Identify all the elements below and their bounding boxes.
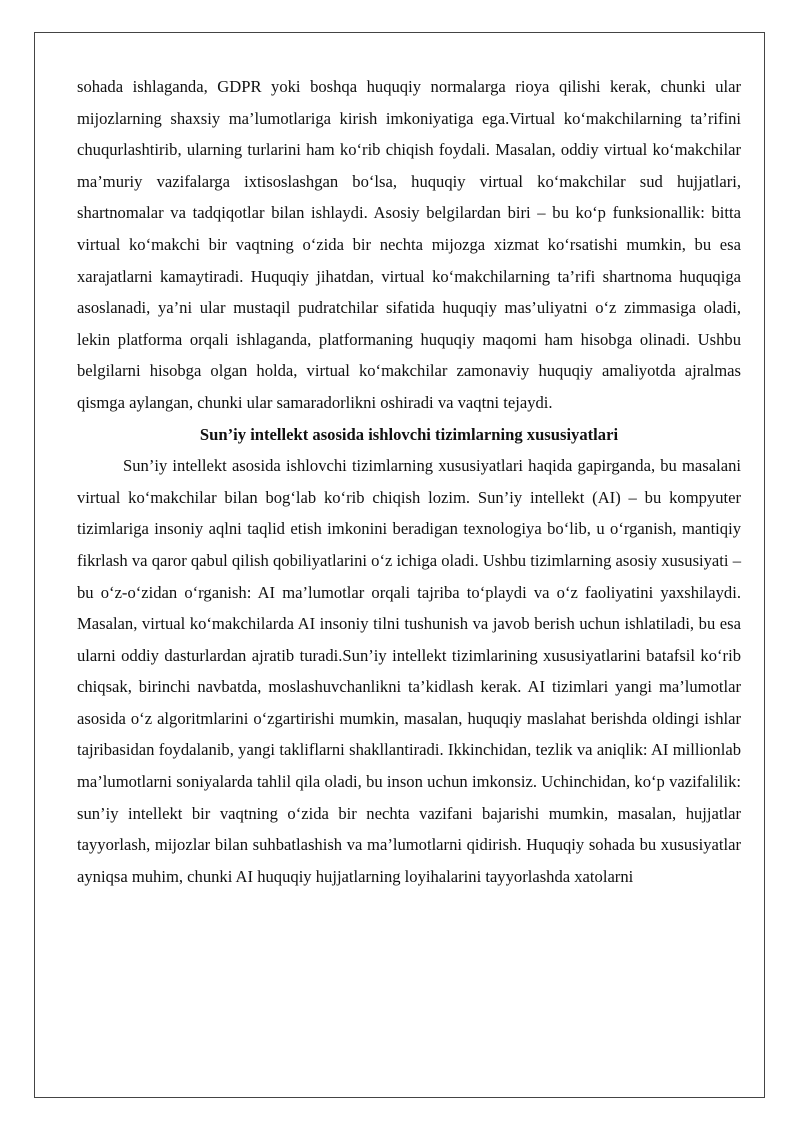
document-body	[77, 71, 741, 892]
body-paragraph: sohada ishlaganda, GDPR yoki boshqa huquqiy normalarga rioya qilishi kerak, chunki ular mijozlarning shaxsiy ma’lumotlariga kirish imkoniyatiga ega.Virtual ko‘makchilarning ta’rifini chuqurlashtirib, ularning turlarini ham ko‘rib chiqish foydali. Masalan, oddiy virtual ko‘makchilar ma’muriy vazifalarga ixtisoslashgan bo‘lsa, huquqiy virtual ko‘makchilar sud hujjatlari, shartnomalar va tadqiqotlar bilan ishlaydi. Asosiy belgilardan biri – bu ko‘p funksionallik: bitta virtual ko‘makchi bir vaqtning o‘zida bir nechta mijozga xizmat ko‘rsatishi mumkin, bu esa xarajatlarni kamaytiradi. Huquqiy jihatdan, virtual ko‘makchilarning ta’rifi shartnoma huquqiga asoslanadi, ya’ni ular mustaqil pudratchilar sifatida huquqiy mas’uliyatni o‘z zimmasiga oladi, lekin platforma orqali ishlaganda, platformaning huquqiy maqomi ham hisobga olinadi. Ushbu belgilarni hisobga olgan holda, virtual ko‘makchilar zamonaviy huquqiy amaliyotda ajralmas qismga aylangan, chunki ular samaradorlikni oshiradi va vaqtni tejaydi.	[77, 77, 741, 412]
section-heading: Sun’iy intellekt asosida ishlovchi tizimlarning xususiyatlari	[199, 424, 619, 444]
body-paragraph: Sun’iy intellekt asosida ishlovchi tizimlarning xususiyatlari haqida gapirganda, bu masalani virtual ko‘makchilar bilan bog‘lab ko‘rib chiqish lozim. Sun’iy intellekt (AI) – bu kompyuter tizimlariga insoniy aqlni taqlid etish imkonini beradigan texnologiya bo‘lib, u o‘rganish, mantiqiy fikrlash va qaror qabul qilish qobiliyatlarini o‘z ichiga oladi. Ushbu tizimlarning asosiy xususiyati – bu o‘z-o‘zidan o‘rganish: AI ma’lumotlar orqali tajriba to‘playdi va o‘z faoliyatini yaxshilaydi. Masalan, virtual ko‘makchilarda AI insoniy tilni tushunish va javob berish uchun ishlatiladi, bu esa ularni oddiy dasturlardan ajratib turadi.Sun’iy intellekt tizimlarining xususiyatlarini batafsil ko‘rib chiqsak, birinchi navbatda, moslashuvchanlikni ta’kidlash kerak. AI tizimlari yangi ma’lumotlar asosida o‘z algoritmlarini o‘zgartirishi mumkin, masalan, huquqiy maslahat berishda oldingi ishlar tajribasidan foydalanib, yangi takliflarni shakllantiradi. Ikkinchidan, tezlik va aniqlik: AI millionlab ma’lumotlarni soniyalarda tahlil qila oladi, bu inson uchun imkonsiz. Uchinchidan, ko‘p vazifalilik: sun’iy intellekt bir vaqtning o‘zida bir nechta vazifani bajarishi mumkin, masalan, hujjatlar tayyorlash, mijozlar bilan suhbatlashish va ma’lumotlarni qidirish. Huquqiy sohada bu xususiyatlar ayniqsa muhim, chunki AI huquqiy hujjatlarning loyihalarini tayyorlashda xatolarni	[77, 456, 741, 886]
